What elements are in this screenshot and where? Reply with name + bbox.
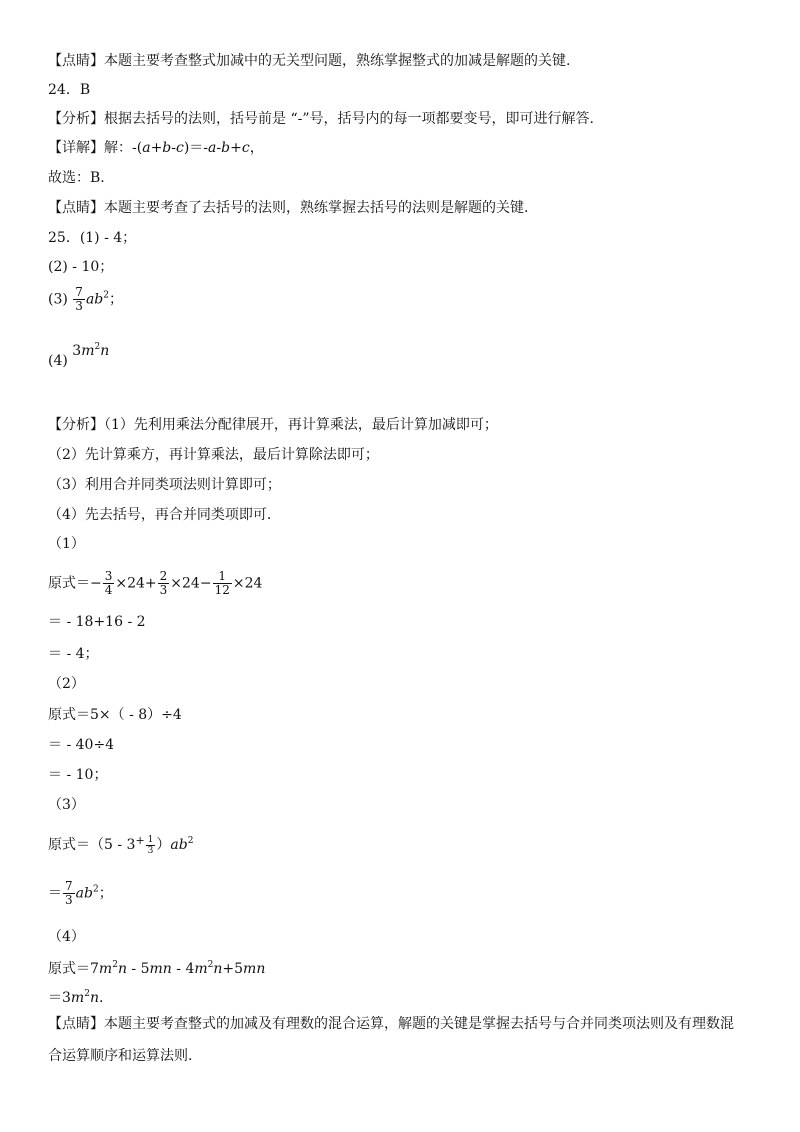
step-label-1: （1） bbox=[48, 536, 85, 552]
text-line-1: 【点睛】本题主要考查整式加减中的无关型问题，熟练掌握整式的加减是解题的关键. bbox=[48, 53, 571, 69]
op-plus2: + bbox=[230, 140, 242, 156]
step-label-3: （3） bbox=[48, 797, 85, 813]
equation-3-step-2: ＝ $\frac{7}{3}$ $ab^2$； bbox=[48, 879, 113, 907]
answer-25-3-label: (3) bbox=[48, 291, 68, 308]
comment-25-line-1: 【点睛】本题主要考查整式的加减及有理数的混合运算，解题的关键是掌握去括号与合并同类项法则及有理数混 bbox=[48, 1016, 734, 1032]
fraction-1-3: $\frac{1}{3}$ bbox=[147, 834, 154, 856]
op-minus: - bbox=[171, 140, 176, 156]
fraction-7-3-b: $\frac{7}{3}$ bbox=[65, 879, 73, 907]
analysis-25-2: （2）先计算乘方，再计算乘法，最后计算除法即可； bbox=[48, 447, 379, 463]
var-c2: c bbox=[241, 140, 250, 156]
equation-1-step-2: ＝ - 18+16 - 2 bbox=[48, 614, 146, 630]
var-a: a bbox=[142, 140, 151, 156]
analysis-25-3: （3）利用合并同类项法则计算即可； bbox=[48, 477, 281, 493]
fraction-7-3: $\frac{7}{3}$ bbox=[75, 285, 83, 313]
answer-25-4: (4) $3m^2n$ bbox=[48, 342, 110, 369]
op-eq: )＝- bbox=[183, 140, 209, 156]
var-b: b bbox=[162, 140, 172, 156]
comment-25-line-2: 合运算顺序和运算法则. bbox=[48, 1048, 193, 1064]
analysis-25-4: （4）先去括号，再合并同类项即可. bbox=[48, 507, 272, 523]
detail-24 bbox=[48, 139, 264, 157]
analysis-24: 【分析】根据去括号的法则，括号前是 “-”号，括号内的每一项都要变号，即可进行解答. bbox=[48, 111, 594, 127]
answer-25-1: 25．(1) - 4； bbox=[48, 230, 137, 246]
equation-2-step-2: ＝ - 40÷4 bbox=[48, 737, 115, 753]
fraction-1-12: $\frac{1}{12}$ bbox=[214, 569, 230, 597]
equation-2-step-3: ＝ - 10； bbox=[48, 767, 108, 783]
equation-4-step-2: $=3m^2n$. bbox=[48, 989, 104, 1006]
equation-4: 原式$=7m^2n - 5mn - 4m^2n+5mn$ bbox=[48, 960, 266, 977]
var-b2: b bbox=[221, 140, 231, 156]
step-label-2: （2） bbox=[48, 676, 85, 692]
op-minus2: - bbox=[216, 140, 222, 156]
fraction-2-3: $\frac{2}{3}$ bbox=[159, 569, 168, 597]
fraction-3-4: $\frac{3}{4}$ bbox=[104, 569, 113, 597]
equation-1-step-3: ＝ - 4； bbox=[48, 646, 99, 662]
choice-24: 故选：B. bbox=[48, 170, 105, 186]
comment-24: 【点睛】本题主要考查了去括号的法则，熟练掌握去括号的法则是解题的关键. bbox=[48, 200, 529, 216]
analysis-25: 【分析】（1）先利用乘法分配律展开，再计算乘法，最后计算加减即可； bbox=[48, 417, 498, 433]
equation-3: 原式＝（5 - 3+ $\frac{1}{3}$ ）$ab^2$ bbox=[48, 834, 194, 856]
answer-25-4-label: (4) bbox=[48, 353, 68, 369]
answer-25-3: (3) $\frac{7}{3}$ $ab^2$； bbox=[48, 285, 123, 313]
answer-25-2: (2) - 10； bbox=[48, 259, 114, 275]
equation-2: 原式＝5×（ - 8）÷4 bbox=[48, 707, 182, 723]
answer-24: 24．B bbox=[48, 82, 91, 98]
var-a2: a bbox=[208, 140, 217, 156]
var-c: c bbox=[176, 140, 184, 156]
op-plus: + bbox=[150, 140, 163, 156]
step-label-4: （4） bbox=[48, 929, 85, 945]
detail-24-prefix: 【详解】解：-( bbox=[48, 140, 143, 156]
equation-1: 原式＝− $\frac{3}{4}$ ×24+ $\frac{2}{3}$ ×24− $\frac{1}{12}$ ×24 bbox=[48, 569, 263, 597]
punct: ， bbox=[249, 140, 264, 156]
